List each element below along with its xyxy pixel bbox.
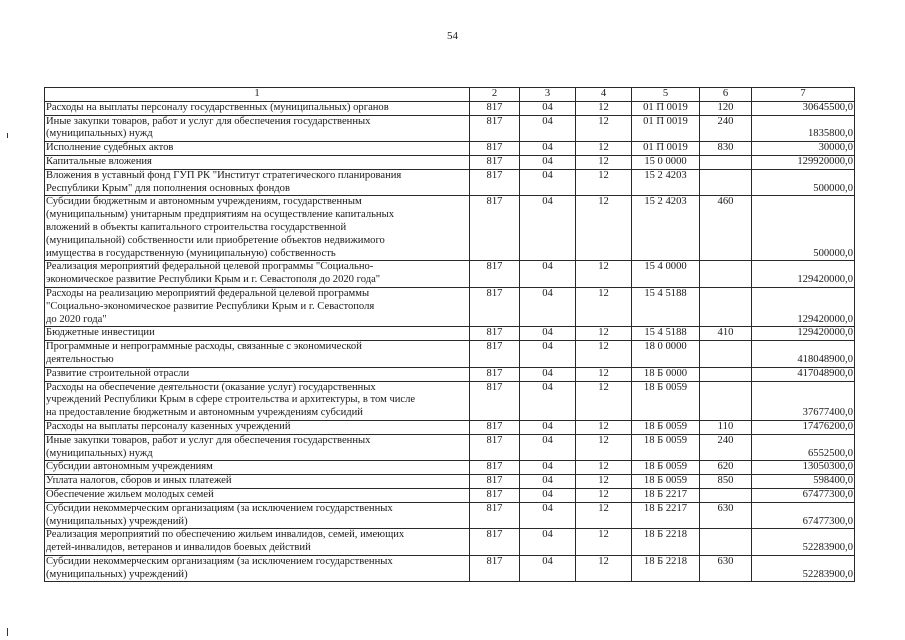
- header-cell-section: 3: [520, 88, 576, 102]
- row-section-code-cell: 04: [520, 341, 576, 368]
- row-name-cell: Обеспечение жильем молодых семей: [45, 488, 470, 502]
- scan-edge-mark-bottom: [7, 628, 8, 636]
- table-row: [45, 101, 855, 115]
- row-name-cell: Субсидии некоммерческим организациям (за исключением государственных (муниципальных) учреждений): [45, 555, 470, 582]
- row-expense-type-cell: 830: [700, 142, 752, 156]
- table-row: [45, 434, 855, 461]
- header-cell-subsection: 4: [576, 88, 632, 102]
- row-section-code-cell: 04: [520, 115, 576, 142]
- row-target-article-cell: 01 П 0019: [632, 101, 700, 115]
- row-subsection-code-cell: 12: [576, 529, 632, 556]
- row-name-cell: Субсидии автономным учреждениям: [45, 461, 470, 475]
- row-target-article-cell: 01 П 0019: [632, 115, 700, 142]
- row-subsection-code-cell: 12: [576, 475, 632, 489]
- row-expense-type-cell: 620: [700, 461, 752, 475]
- row-expense-type-cell: [700, 529, 752, 556]
- row-ministry-code-cell: 817: [470, 115, 520, 142]
- row-subsection-code-cell: 12: [576, 196, 632, 261]
- row-subsection-code-cell: 12: [576, 367, 632, 381]
- row-section-code-cell: 04: [520, 488, 576, 502]
- header-row: [45, 88, 855, 102]
- row-section-code-cell: 04: [520, 381, 576, 420]
- row-name-cell: Субсидии некоммерческим организациям (за исключением государственных (муниципальных) учреждений): [45, 502, 470, 529]
- table-row: [45, 341, 855, 368]
- row-name-cell: Вложения в уставный фонд ГУП РК "Институт стратегического планирования Республики Крым" для пополнения основных фондов: [45, 169, 470, 196]
- row-target-article-cell: 15 4 5188: [632, 327, 700, 341]
- row-amount-cell: 417048900,0: [752, 367, 855, 381]
- row-expense-type-cell: [700, 287, 752, 326]
- row-ministry-code-cell: 817: [470, 101, 520, 115]
- row-name-cell: Расходы на выплаты персоналу государственных (муниципальных) органов: [45, 101, 470, 115]
- row-amount-cell: 67477300,0: [752, 502, 855, 529]
- row-ministry-code-cell: 817: [470, 341, 520, 368]
- row-amount-cell: 52283900,0: [752, 555, 855, 582]
- row-amount-cell: 17476200,0: [752, 420, 855, 434]
- row-expense-type-cell: [700, 341, 752, 368]
- row-name-cell: Реализация мероприятий по обеспечению жильем инвалидов, семей, имеющих детей-инвалидов, ветеранов и инвалидов боевых действий: [45, 529, 470, 556]
- row-target-article-cell: 15 2 4203: [632, 169, 700, 196]
- row-subsection-code-cell: 12: [576, 261, 632, 288]
- row-name-cell: Капитальные вложения: [45, 155, 470, 169]
- row-amount-cell: 67477300,0: [752, 488, 855, 502]
- row-expense-type-cell: [700, 261, 752, 288]
- row-amount-cell: 598400,0: [752, 475, 855, 489]
- table-row: [45, 142, 855, 156]
- row-target-article-cell: 18 Б 0059: [632, 420, 700, 434]
- row-name-cell: Бюджетные инвестиции: [45, 327, 470, 341]
- table-row: [45, 196, 855, 261]
- row-amount-cell: 1835800,0: [752, 115, 855, 142]
- row-name-cell: Реализация мероприятий федеральной целевой программы "Социально- экономическое развитие Республики Крым и г. Севастополя до 2020 года": [45, 261, 470, 288]
- row-section-code-cell: 04: [520, 529, 576, 556]
- scan-edge-mark-top: [7, 133, 8, 138]
- row-ministry-code-cell: 817: [470, 169, 520, 196]
- row-expense-type-cell: 240: [700, 115, 752, 142]
- row-ministry-code-cell: 817: [470, 327, 520, 341]
- row-amount-cell: 6552500,0: [752, 434, 855, 461]
- row-target-article-cell: 15 4 5188: [632, 287, 700, 326]
- row-amount-cell: 500000,0: [752, 169, 855, 196]
- budget-table: [44, 87, 855, 582]
- row-expense-type-cell: 110: [700, 420, 752, 434]
- row-amount-cell: 500000,0: [752, 196, 855, 261]
- row-name-cell: Расходы на реализацию мероприятий федеральной целевой программы "Социально-экономическое развитие Республики Крым и г. Севастополя до 2020 года": [45, 287, 470, 326]
- row-expense-type-cell: [700, 488, 752, 502]
- row-ministry-code-cell: 817: [470, 555, 520, 582]
- row-subsection-code-cell: 12: [576, 142, 632, 156]
- row-subsection-code-cell: 12: [576, 287, 632, 326]
- row-expense-type-cell: 630: [700, 555, 752, 582]
- table-row: [45, 155, 855, 169]
- header-cell-name: 1: [45, 88, 470, 102]
- row-section-code-cell: 04: [520, 367, 576, 381]
- row-section-code-cell: 04: [520, 169, 576, 196]
- row-amount-cell: 129420000,0: [752, 327, 855, 341]
- row-name-cell: Субсидии бюджетным и автономным учреждениям, государственным (муниципальным) унитарным предприятиям на осуществление капитальных вложений в объекты капитального строительства государственной (муниципальной) собственности или приобретение объектов недвижимого имущества в государственную (муниципальную) собственность: [45, 196, 470, 261]
- row-subsection-code-cell: 12: [576, 327, 632, 341]
- row-name-cell: Иные закупки товаров, работ и услуг для обеспечения государственных (муниципальных) нужд: [45, 115, 470, 142]
- row-subsection-code-cell: 12: [576, 461, 632, 475]
- row-ministry-code-cell: 817: [470, 488, 520, 502]
- table-row: [45, 169, 855, 196]
- row-amount-cell: 30645500,0: [752, 101, 855, 115]
- row-section-code-cell: 04: [520, 502, 576, 529]
- table-row: [45, 529, 855, 556]
- table-row: [45, 287, 855, 326]
- row-ministry-code-cell: 817: [470, 381, 520, 420]
- row-target-article-cell: 18 Б 0059: [632, 461, 700, 475]
- row-ministry-code-cell: 817: [470, 196, 520, 261]
- row-target-article-cell: 18 Б 0059: [632, 381, 700, 420]
- row-section-code-cell: 04: [520, 475, 576, 489]
- row-section-code-cell: 04: [520, 434, 576, 461]
- row-name-cell: Иные закупки товаров, работ и услуг для обеспечения государственных (муниципальных) нужд: [45, 434, 470, 461]
- row-subsection-code-cell: 12: [576, 502, 632, 529]
- row-expense-type-cell: 410: [700, 327, 752, 341]
- row-expense-type-cell: [700, 169, 752, 196]
- table-row: [45, 367, 855, 381]
- row-section-code-cell: 04: [520, 142, 576, 156]
- row-section-code-cell: 04: [520, 327, 576, 341]
- row-subsection-code-cell: 12: [576, 420, 632, 434]
- row-section-code-cell: 04: [520, 287, 576, 326]
- row-target-article-cell: 15 4 0000: [632, 261, 700, 288]
- row-subsection-code-cell: 12: [576, 434, 632, 461]
- row-subsection-code-cell: 12: [576, 381, 632, 420]
- row-subsection-code-cell: 12: [576, 101, 632, 115]
- table-row: [45, 261, 855, 288]
- row-subsection-code-cell: 12: [576, 155, 632, 169]
- row-expense-type-cell: 460: [700, 196, 752, 261]
- row-name-cell: Расходы на обеспечение деятельности (оказание услуг) государственных учреждений Республики Крым в сфере строительства и архитектуры, в том числе на предоставление бюджетным и автономным учреждениям субсидий: [45, 381, 470, 420]
- row-ministry-code-cell: 817: [470, 529, 520, 556]
- row-target-article-cell: 01 П 0019: [632, 142, 700, 156]
- table-row: [45, 502, 855, 529]
- row-amount-cell: 52283900,0: [752, 529, 855, 556]
- header-cell-ministry: 2: [470, 88, 520, 102]
- row-target-article-cell: 18 Б 0000: [632, 367, 700, 381]
- row-target-article-cell: 18 0 0000: [632, 341, 700, 368]
- row-subsection-code-cell: 12: [576, 169, 632, 196]
- row-amount-cell: 129420000,0: [752, 287, 855, 326]
- row-amount-cell: 13050300,0: [752, 461, 855, 475]
- row-subsection-code-cell: 12: [576, 488, 632, 502]
- row-expense-type-cell: 240: [700, 434, 752, 461]
- row-name-cell: Исполнение судебных актов: [45, 142, 470, 156]
- row-amount-cell: 129420000,0: [752, 261, 855, 288]
- row-subsection-code-cell: 12: [576, 555, 632, 582]
- row-subsection-code-cell: 12: [576, 115, 632, 142]
- row-ministry-code-cell: 817: [470, 155, 520, 169]
- row-section-code-cell: 04: [520, 461, 576, 475]
- header-cell-target-article: 5: [632, 88, 700, 102]
- row-target-article-cell: 15 0 0000: [632, 155, 700, 169]
- row-name-cell: Расходы на выплаты персоналу казенных учреждений: [45, 420, 470, 434]
- row-name-cell: Развитие строительной отрасли: [45, 367, 470, 381]
- row-section-code-cell: 04: [520, 420, 576, 434]
- row-ministry-code-cell: 817: [470, 461, 520, 475]
- row-ministry-code-cell: 817: [470, 502, 520, 529]
- row-ministry-code-cell: 817: [470, 475, 520, 489]
- table-row: [45, 381, 855, 420]
- row-target-article-cell: 18 Б 2217: [632, 488, 700, 502]
- table-row: [45, 115, 855, 142]
- row-section-code-cell: 04: [520, 155, 576, 169]
- page-number: 54: [447, 30, 458, 42]
- row-name-cell: Уплата налогов, сборов и иных платежей: [45, 475, 470, 489]
- header-cell-amount: 7: [752, 88, 855, 102]
- row-name-cell: Программные и непрограммные расходы, связанные с экономической деятельностью: [45, 341, 470, 368]
- row-amount-cell: 30000,0: [752, 142, 855, 156]
- row-section-code-cell: 04: [520, 555, 576, 582]
- budget-table-container: [44, 87, 854, 582]
- row-expense-type-cell: 120: [700, 101, 752, 115]
- row-expense-type-cell: [700, 367, 752, 381]
- row-ministry-code-cell: 817: [470, 420, 520, 434]
- row-expense-type-cell: 630: [700, 502, 752, 529]
- row-amount-cell: 37677400,0: [752, 381, 855, 420]
- row-subsection-code-cell: 12: [576, 341, 632, 368]
- row-target-article-cell: 18 Б 2218: [632, 529, 700, 556]
- table-row: [45, 555, 855, 582]
- row-ministry-code-cell: 817: [470, 434, 520, 461]
- row-target-article-cell: 18 Б 2217: [632, 502, 700, 529]
- table-row: [45, 420, 855, 434]
- row-target-article-cell: 18 Б 0059: [632, 475, 700, 489]
- row-expense-type-cell: [700, 381, 752, 420]
- row-target-article-cell: 18 Б 2218: [632, 555, 700, 582]
- table-row: [45, 461, 855, 475]
- header-cell-expense-type: 6: [700, 88, 752, 102]
- row-ministry-code-cell: 817: [470, 287, 520, 326]
- row-expense-type-cell: [700, 155, 752, 169]
- row-ministry-code-cell: 817: [470, 261, 520, 288]
- table-row: [45, 475, 855, 489]
- table-row: [45, 488, 855, 502]
- table-row: [45, 327, 855, 341]
- row-ministry-code-cell: 817: [470, 142, 520, 156]
- row-section-code-cell: 04: [520, 261, 576, 288]
- row-target-article-cell: 15 2 4203: [632, 196, 700, 261]
- row-section-code-cell: 04: [520, 196, 576, 261]
- row-section-code-cell: 04: [520, 101, 576, 115]
- row-amount-cell: 418048900,0: [752, 341, 855, 368]
- row-amount-cell: 129920000,0: [752, 155, 855, 169]
- row-expense-type-cell: 850: [700, 475, 752, 489]
- row-target-article-cell: 18 Б 0059: [632, 434, 700, 461]
- row-ministry-code-cell: 817: [470, 367, 520, 381]
